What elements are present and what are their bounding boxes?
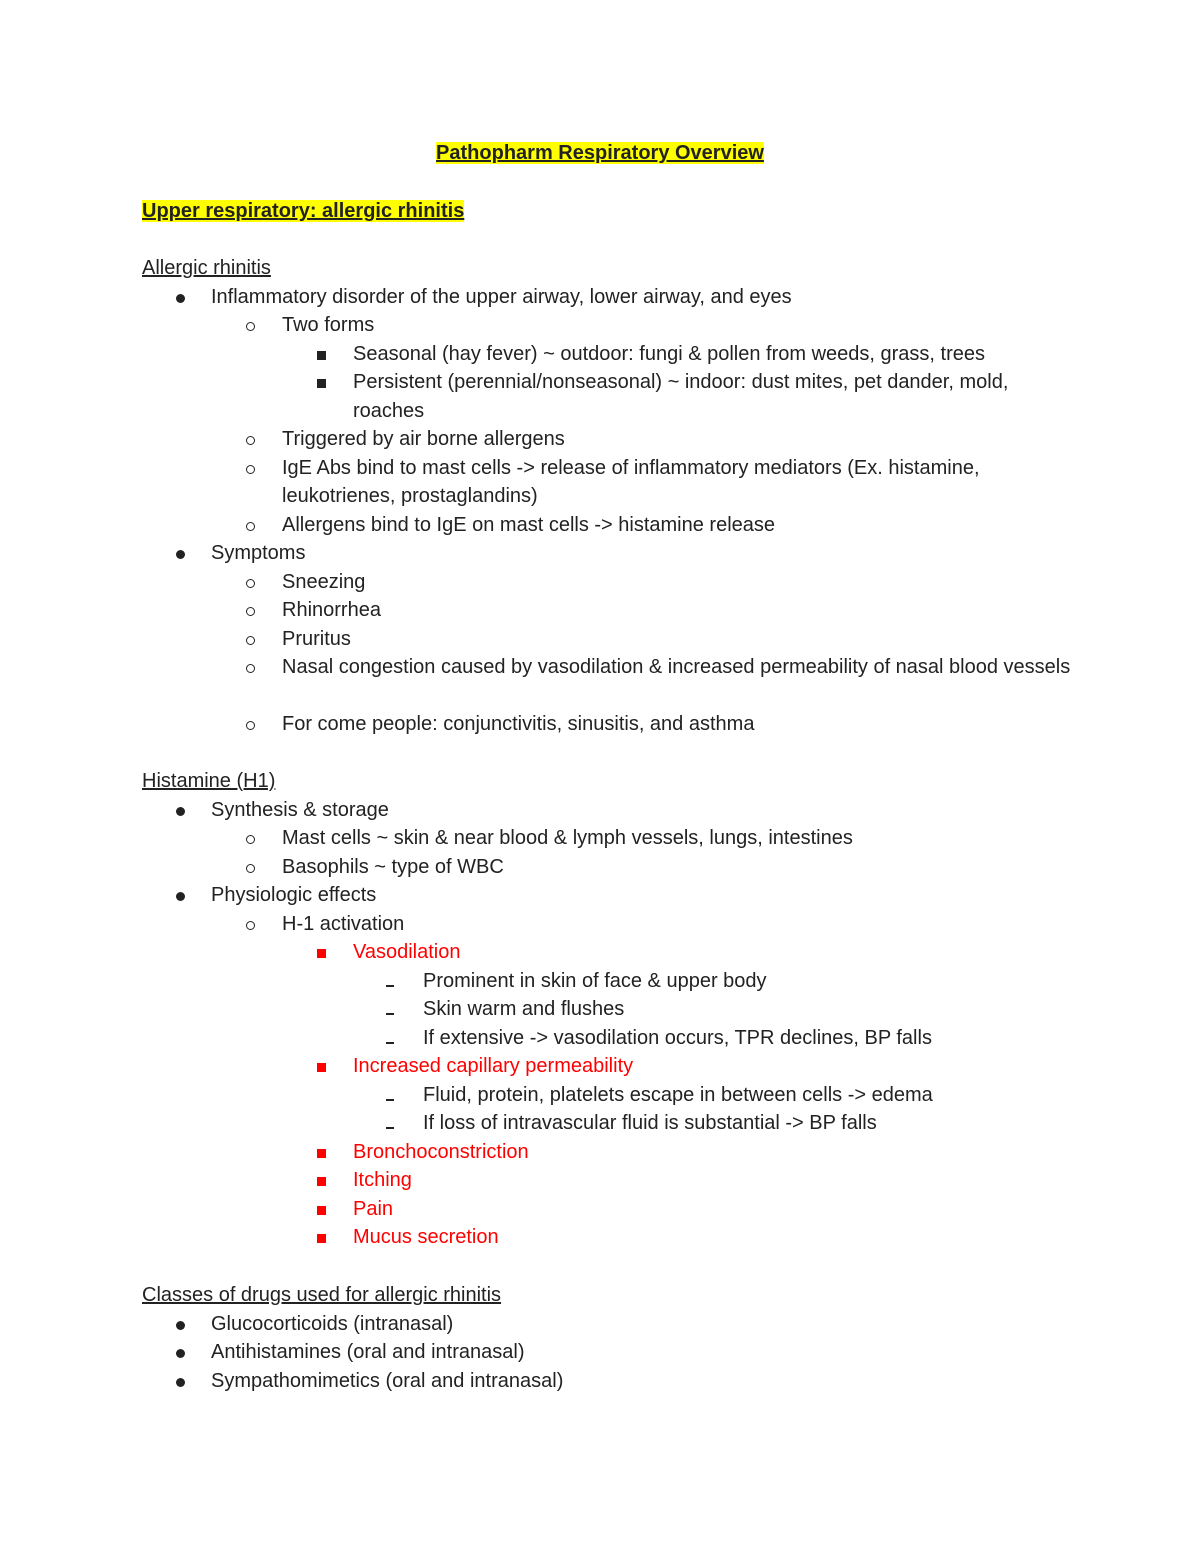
list-item: Skin warm and flushes (142, 995, 275, 1024)
list-item: Symptoms (142, 539, 271, 568)
bullet-icon (176, 881, 185, 910)
square-bullet-icon (317, 1195, 326, 1224)
circle-bullet-icon (246, 568, 255, 597)
list-item: Two forms (142, 311, 271, 340)
list-item: H-1 activation (142, 910, 275, 939)
list-item: Antihistamines (oral and intranasal) (142, 1338, 501, 1367)
list-item: Pain (142, 1195, 275, 1224)
list-item: Mast cells ~ skin & near blood & lymph vessels, lungs, intestines (142, 824, 275, 853)
list-item: Pruritus (142, 625, 271, 654)
subsection-heading: Histamine (H1) (142, 770, 276, 792)
square-bullet-icon (317, 938, 326, 967)
circle-bullet-icon (246, 454, 255, 483)
square-bullet-icon (317, 368, 326, 397)
bullet-icon (176, 1310, 185, 1339)
list-item: If loss of intravascular fluid is substantial -> BP falls (142, 1109, 275, 1138)
circle-bullet-icon (246, 625, 255, 654)
square-bullet-icon (317, 1223, 326, 1252)
list-item: Prominent in skin of face & upper body (142, 967, 275, 996)
circle-bullet-icon (246, 710, 255, 739)
square-bullet-icon (317, 1166, 326, 1195)
list-item: Basophils ~ type of WBC (142, 853, 275, 882)
circle-bullet-icon (246, 425, 255, 454)
bullet-icon (176, 283, 185, 312)
bullet-icon (176, 539, 185, 568)
subsection-heading: Classes of drugs used for allergic rhinitis (142, 1284, 502, 1306)
dash-bullet-icon (386, 995, 394, 1024)
section-heading (142, 198, 464, 224)
circle-bullet-icon (246, 853, 255, 882)
histamine-section (142, 767, 933, 1252)
circle-bullet-icon (246, 653, 255, 682)
list-item: Itching (142, 1166, 275, 1195)
list-item: Physiologic effects (142, 881, 275, 910)
square-bullet-icon (317, 1052, 326, 1081)
list-item: Increased capillary permeability (142, 1052, 275, 1081)
allergic-rhinitis-section (142, 254, 1071, 739)
list-item: Allergens bind to IgE on mast cells -> histamine release (142, 511, 271, 540)
dash-bullet-icon (386, 1081, 394, 1110)
list-item: Bronchoconstriction (142, 1138, 275, 1167)
circle-bullet-icon (246, 511, 255, 540)
list-item: Sneezing (142, 568, 271, 597)
subsection-heading: Allergic rhinitis (142, 257, 271, 279)
title-text: Pathopharm Respiratory Overview (436, 142, 764, 164)
list-item: Seasonal (hay fever) ~ outdoor: fungi & pollen from weeds, grass, trees (142, 340, 271, 369)
bullet-icon (176, 1338, 185, 1367)
bullet-icon (176, 796, 185, 825)
list-item: Glucocorticoids (intranasal) (142, 1310, 501, 1339)
list-item: Rhinorrhea (142, 596, 271, 625)
dash-bullet-icon (386, 1024, 394, 1053)
dash-bullet-icon (386, 967, 394, 996)
circle-bullet-icon (246, 910, 255, 939)
circle-bullet-icon (246, 311, 255, 340)
square-bullet-icon (317, 1138, 326, 1167)
circle-bullet-icon (246, 824, 255, 853)
list-item: For come people: conjunctivitis, sinusitis, and asthma (142, 710, 271, 739)
list-item: Vasodilation (142, 938, 275, 967)
list-item: IgE Abs bind to mast cells -> release of inflammatory mediators (Ex. histamine, leukotrienes, prostaglandins) (142, 454, 271, 511)
list-item: Fluid, protein, platelets escape in between cells -> edema (142, 1081, 275, 1110)
list-item: Sympathomimetics (oral and intranasal) (142, 1367, 501, 1396)
list-item: Mucus secretion (142, 1223, 275, 1252)
circle-bullet-icon (246, 596, 255, 625)
list-item: If extensive -> vasodilation occurs, TPR declines, BP falls (142, 1024, 275, 1053)
list-item: Nasal congestion caused by vasodilation & increased permeability of nasal blood vessels (142, 653, 271, 710)
bullet-icon (176, 1367, 185, 1396)
square-bullet-icon (317, 340, 326, 369)
list-item: Inflammatory disorder of the upper airway, lower airway, and eyes (142, 283, 271, 312)
list-item: Triggered by air borne allergens (142, 425, 271, 454)
list-item: Persistent (perennial/nonseasonal) ~ indoor: dust mites, pet dander, mold, roaches (142, 368, 271, 425)
document-title (0, 140, 1200, 166)
list-item: Synthesis & storage (142, 796, 275, 825)
drug-classes-section (142, 1281, 564, 1395)
dash-bullet-icon (386, 1109, 394, 1138)
heading-text: Upper respiratory: allergic rhinitis (142, 200, 465, 222)
